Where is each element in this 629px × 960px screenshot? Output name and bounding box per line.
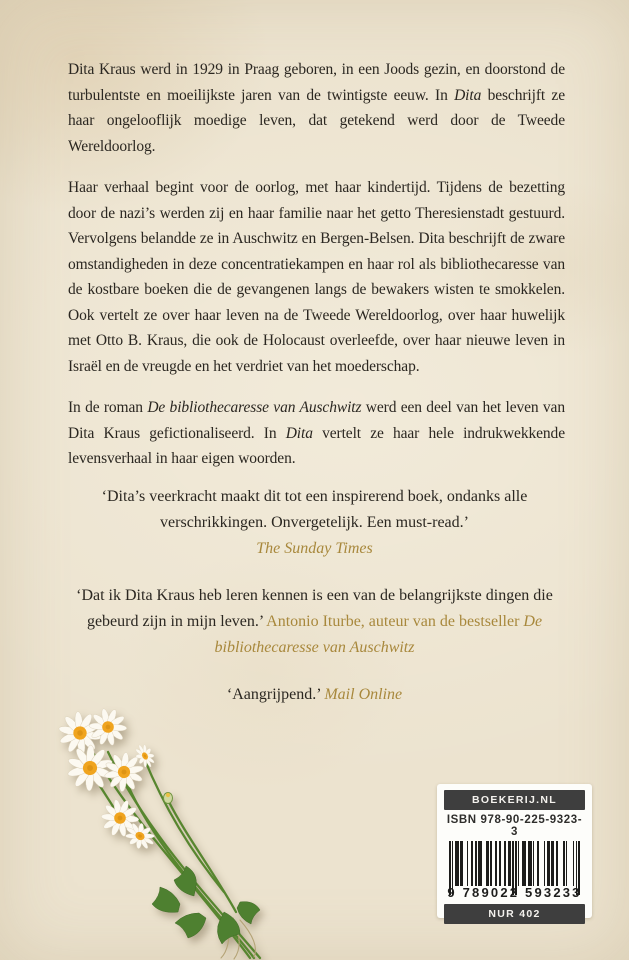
publisher-banner: BOEKERIJ.NL [444,790,585,810]
chamomile-flowers-image [28,706,280,960]
synopsis-paragraph-2: Haar verhaal begint voor de oorlog, met haar kindertijd. Tijdens de bezetting door de nazi’s werden zij en haar familie naar het getto Theresienstadt gestuurd. Vervolgens belandde ze in Auschwitz en Bergen-Belsen. Dita beschrijft de zware omstandigheden in deze concentratiekampen en haar rol als bibliothecaresse van de kostbare boeken die de gevangenen langs de bewakers wisten te smokkelen. Ook vertelt ze over haar leven na de Tweede Wereldoorlog, over haar huwelijk met Otto B. Kraus, die ook de Holocaust overleefde, over haar nieuwe leven in Israël en de vreugde en het verdriet van het moederschap. [68,179,565,375]
review-quote-text: ‘Dat ik Dita Kraus heb leren kennen is een van de belangrijkste dingen die gebeurd zijn in mijn leven.’ Antonio Iturbe, auteur van de bestseller De bibliothecaresse van Auschwitz [76,587,553,656]
review-quote-mail-online [0,682,629,708]
nur-banner: NUR 402 [444,904,585,924]
review-quote-sunday-times [0,484,629,562]
review-source: The Sunday Times [256,540,373,557]
synopsis-paragraph-1: Dita Kraus werd in 1929 in Praag geboren, in een Joods gezin, en doorstond de turbulentste en moeilijkste jaren van de twintigste eeuw. In Dita beschrijft ze haar ongelooflijk moedige leven, dat getekend werd door de Tweede Wereldoorlog. [68,61,565,155]
barcode-block [437,784,592,918]
press-quotes [0,484,629,729]
synopsis-paragraph-3: In de roman De bibliothecaresse van Auschwitz werd een deel van het leven van Dita Kraus gefictionaliseerd. In Dita vertelt ze haar hele indrukwekkende levensverhaal in haar eigen woorden. [68,399,565,467]
synopsis [68,57,565,488]
barcode-digits: 9 789022 593233 [447,885,582,900]
isbn-label: ISBN 978-90-225-9323-3 [446,814,583,838]
review-quote-text: ‘Aangrijpend.’ Mail Online [226,686,403,703]
review-quote-iturbe [0,583,629,661]
review-quote-text: ‘Dita’s veerkracht maakt dit tot een inspirerend boek, ondanks alle verschrikkingen. Onvergetelijk. Een must-read.’ [101,488,528,531]
